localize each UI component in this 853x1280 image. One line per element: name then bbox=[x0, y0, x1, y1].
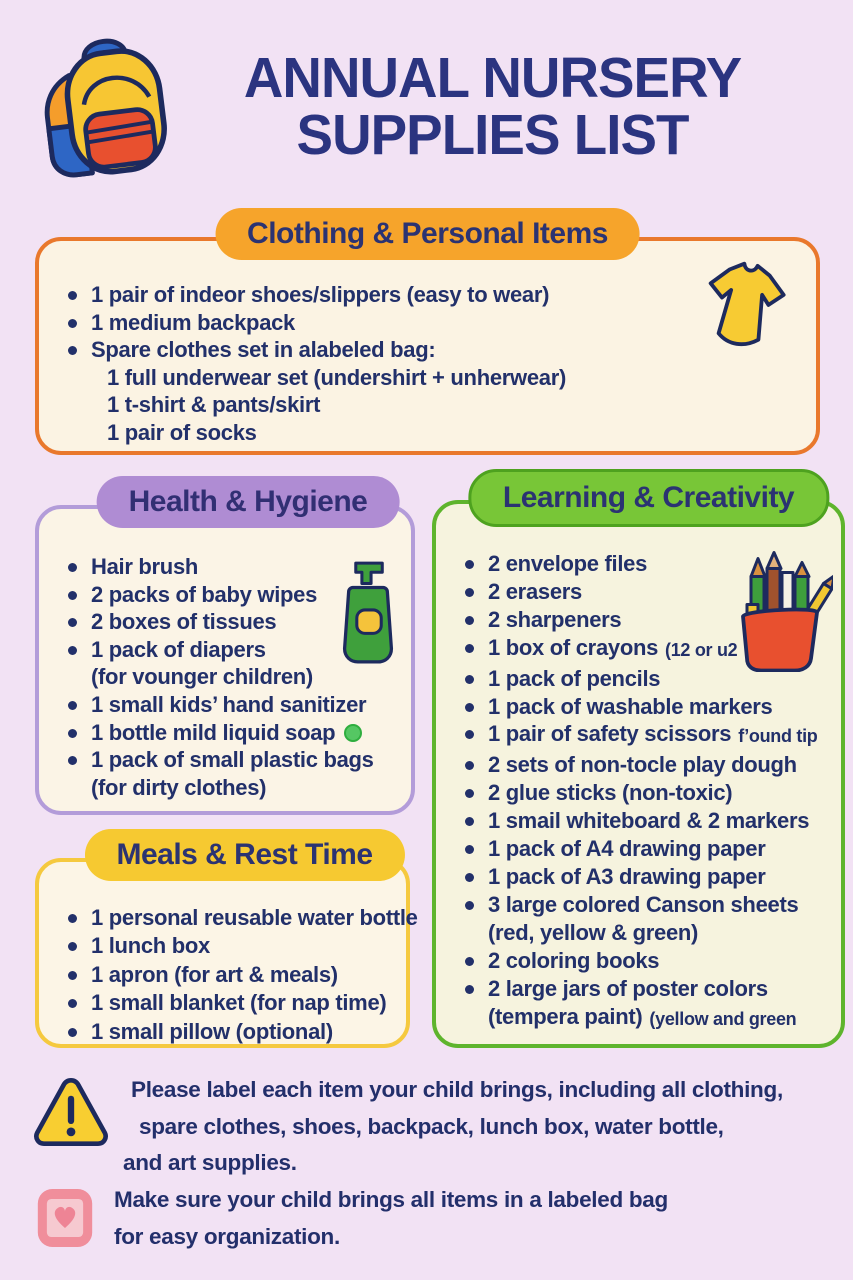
list-item-text: Spare clothes set in alabeled bag: bbox=[91, 337, 436, 363]
list-item bbox=[462, 891, 817, 919]
list-item bbox=[65, 581, 374, 609]
list-item bbox=[65, 774, 374, 802]
learning-items-list bbox=[462, 550, 817, 1033]
list-item-text: 1 pack of diapers bbox=[91, 636, 266, 662]
clothing-items-list bbox=[65, 281, 566, 447]
heart-label-icon bbox=[36, 1180, 94, 1256]
list-item-text: 1 smail whiteboard & 2 markers bbox=[488, 808, 810, 834]
list-item bbox=[462, 779, 817, 807]
list-item-text: 1 medium backpack bbox=[91, 309, 295, 335]
list-item bbox=[65, 746, 374, 774]
list-item bbox=[65, 719, 374, 747]
list-item-text: 1 small pillow (optional) bbox=[91, 1018, 333, 1044]
section-title-meals: Meals & Rest Time bbox=[84, 829, 404, 881]
list-item bbox=[65, 663, 374, 691]
list-item bbox=[81, 391, 566, 419]
list-item bbox=[462, 863, 817, 891]
list-item-text: 3 large colored Canson sheets bbox=[488, 891, 799, 917]
list-item-text: 1 pack of small plastic bags bbox=[91, 747, 374, 773]
list-item-text: 1 personal reusable water bottle bbox=[91, 905, 418, 930]
list-item-text: 1 pack of washable markers bbox=[488, 693, 773, 719]
note-line: Make sure your child brings all items in a labeled bag bbox=[114, 1187, 668, 1212]
meals-items-list bbox=[65, 904, 418, 1046]
backpack-icon bbox=[24, 26, 196, 199]
list-item-text: 2 large jars of poster colors bbox=[488, 975, 768, 1001]
warning-triangle-icon bbox=[33, 1068, 109, 1182]
list-item bbox=[462, 1003, 817, 1034]
page-title bbox=[212, 46, 774, 167]
list-item bbox=[462, 578, 817, 606]
list-item bbox=[65, 309, 566, 337]
list-item-text: 1 lunch box bbox=[91, 933, 210, 959]
list-item-text: 1 pair of socks bbox=[107, 419, 257, 445]
list-item-text: 1 pair of indeor shoes/slippers (easy to wear) bbox=[91, 282, 550, 307]
list-item-text: 1 t-shirt & pants/skirt bbox=[107, 392, 321, 418]
section-meals-rest-time bbox=[35, 838, 418, 1048]
section-clothing-personal-items bbox=[35, 217, 820, 455]
list-item-text: 1 apron (for art & meals) bbox=[91, 961, 338, 987]
list-item bbox=[65, 1018, 418, 1046]
list-item-text: (for vounger children) bbox=[91, 664, 313, 690]
list-item-text: (red, yellow & green) bbox=[488, 919, 699, 945]
page-title-line1: ANNUAL NURSERY bbox=[243, 46, 742, 110]
list-item-text: 1 small blanket (for nap time) bbox=[91, 990, 387, 1016]
list-item-text: 2 envelope files bbox=[488, 551, 648, 576]
section-title-health: Health & Hygiene bbox=[97, 476, 400, 528]
list-item bbox=[462, 606, 817, 634]
list-item bbox=[462, 835, 817, 863]
list-item bbox=[462, 720, 817, 751]
list-item bbox=[81, 364, 566, 392]
list-item-text: 1 pack of A3 drawing paper bbox=[488, 863, 766, 889]
list-item-note: (12 or u2 bbox=[665, 639, 738, 660]
list-item-text: 2 sets of non-tocle play dough bbox=[488, 752, 797, 778]
note-line: for easy organization. bbox=[114, 1223, 340, 1249]
list-item-text: 2 packs of baby wipes bbox=[91, 581, 318, 607]
list-item-text: Hair brush bbox=[91, 554, 199, 579]
section-health-hygiene bbox=[35, 485, 415, 815]
list-item bbox=[65, 281, 566, 309]
note-labeling bbox=[33, 1068, 783, 1182]
list-item-note: (yellow and green bbox=[649, 1008, 797, 1029]
list-item-text: 2 boxes of tissues bbox=[91, 609, 277, 635]
list-item-text: 1 small kids’ hand sanitizer bbox=[91, 691, 367, 717]
list-item bbox=[65, 336, 566, 364]
page-title-line2: SUPPLIES LIST bbox=[296, 103, 689, 167]
list-item bbox=[65, 553, 374, 581]
health-items-list bbox=[65, 553, 374, 801]
list-item bbox=[462, 634, 817, 665]
note-labeled-bag-text bbox=[114, 1180, 668, 1256]
list-item bbox=[462, 693, 817, 721]
list-item-text: 2 coloring books bbox=[488, 947, 660, 973]
list-item-text: 2 erasers bbox=[488, 578, 582, 604]
section-title-learning: Learning & Creativity bbox=[468, 469, 829, 527]
list-item bbox=[65, 989, 418, 1017]
green-dot-icon bbox=[344, 724, 362, 742]
list-item-text: (tempera paint) bbox=[488, 1003, 643, 1029]
list-item bbox=[462, 550, 817, 578]
note-line: and art supplies. bbox=[123, 1150, 297, 1175]
list-item-text: 2 sharpeners bbox=[488, 606, 622, 632]
list-item-text: 1 pair of safety scissors bbox=[488, 721, 732, 747]
section-learning-creativity bbox=[432, 481, 845, 1048]
list-item-text: 1 pack of A4 drawing paper bbox=[488, 836, 766, 862]
note-labeling-text bbox=[123, 1068, 783, 1182]
list-item bbox=[65, 904, 418, 932]
list-item bbox=[462, 751, 817, 779]
list-item bbox=[65, 961, 418, 989]
list-item-text: (for dirty clothes) bbox=[91, 774, 267, 800]
list-item-text: 1 full underwear set (undershirt + unherwear) bbox=[107, 364, 566, 390]
list-item bbox=[65, 932, 418, 960]
list-item-text: 2 glue sticks (non-toxic) bbox=[488, 780, 733, 806]
list-item bbox=[462, 919, 817, 947]
list-item bbox=[462, 665, 817, 693]
tshirt-icon bbox=[688, 257, 800, 366]
list-item bbox=[65, 636, 374, 664]
list-item bbox=[65, 608, 374, 636]
list-item-text: 1 box of crayons bbox=[488, 634, 659, 660]
list-item-text: 1 bottle mild liquid soap bbox=[91, 719, 336, 745]
list-item-note: f’ound tip bbox=[738, 726, 818, 747]
list-item bbox=[462, 947, 817, 975]
list-item-text: 1 pack of pencils bbox=[488, 665, 661, 691]
note-line: spare clothes, shoes, backpack, lunch box, water bottle, bbox=[139, 1113, 724, 1139]
list-item bbox=[81, 419, 566, 447]
list-item bbox=[65, 691, 374, 719]
note-labeled-bag bbox=[36, 1180, 668, 1256]
list-item bbox=[462, 975, 817, 1003]
list-item bbox=[462, 807, 817, 835]
note-line: Please label each item your child brings, including all clothing, bbox=[131, 1077, 783, 1102]
section-title-clothing: Clothing & Personal Items bbox=[215, 208, 640, 260]
